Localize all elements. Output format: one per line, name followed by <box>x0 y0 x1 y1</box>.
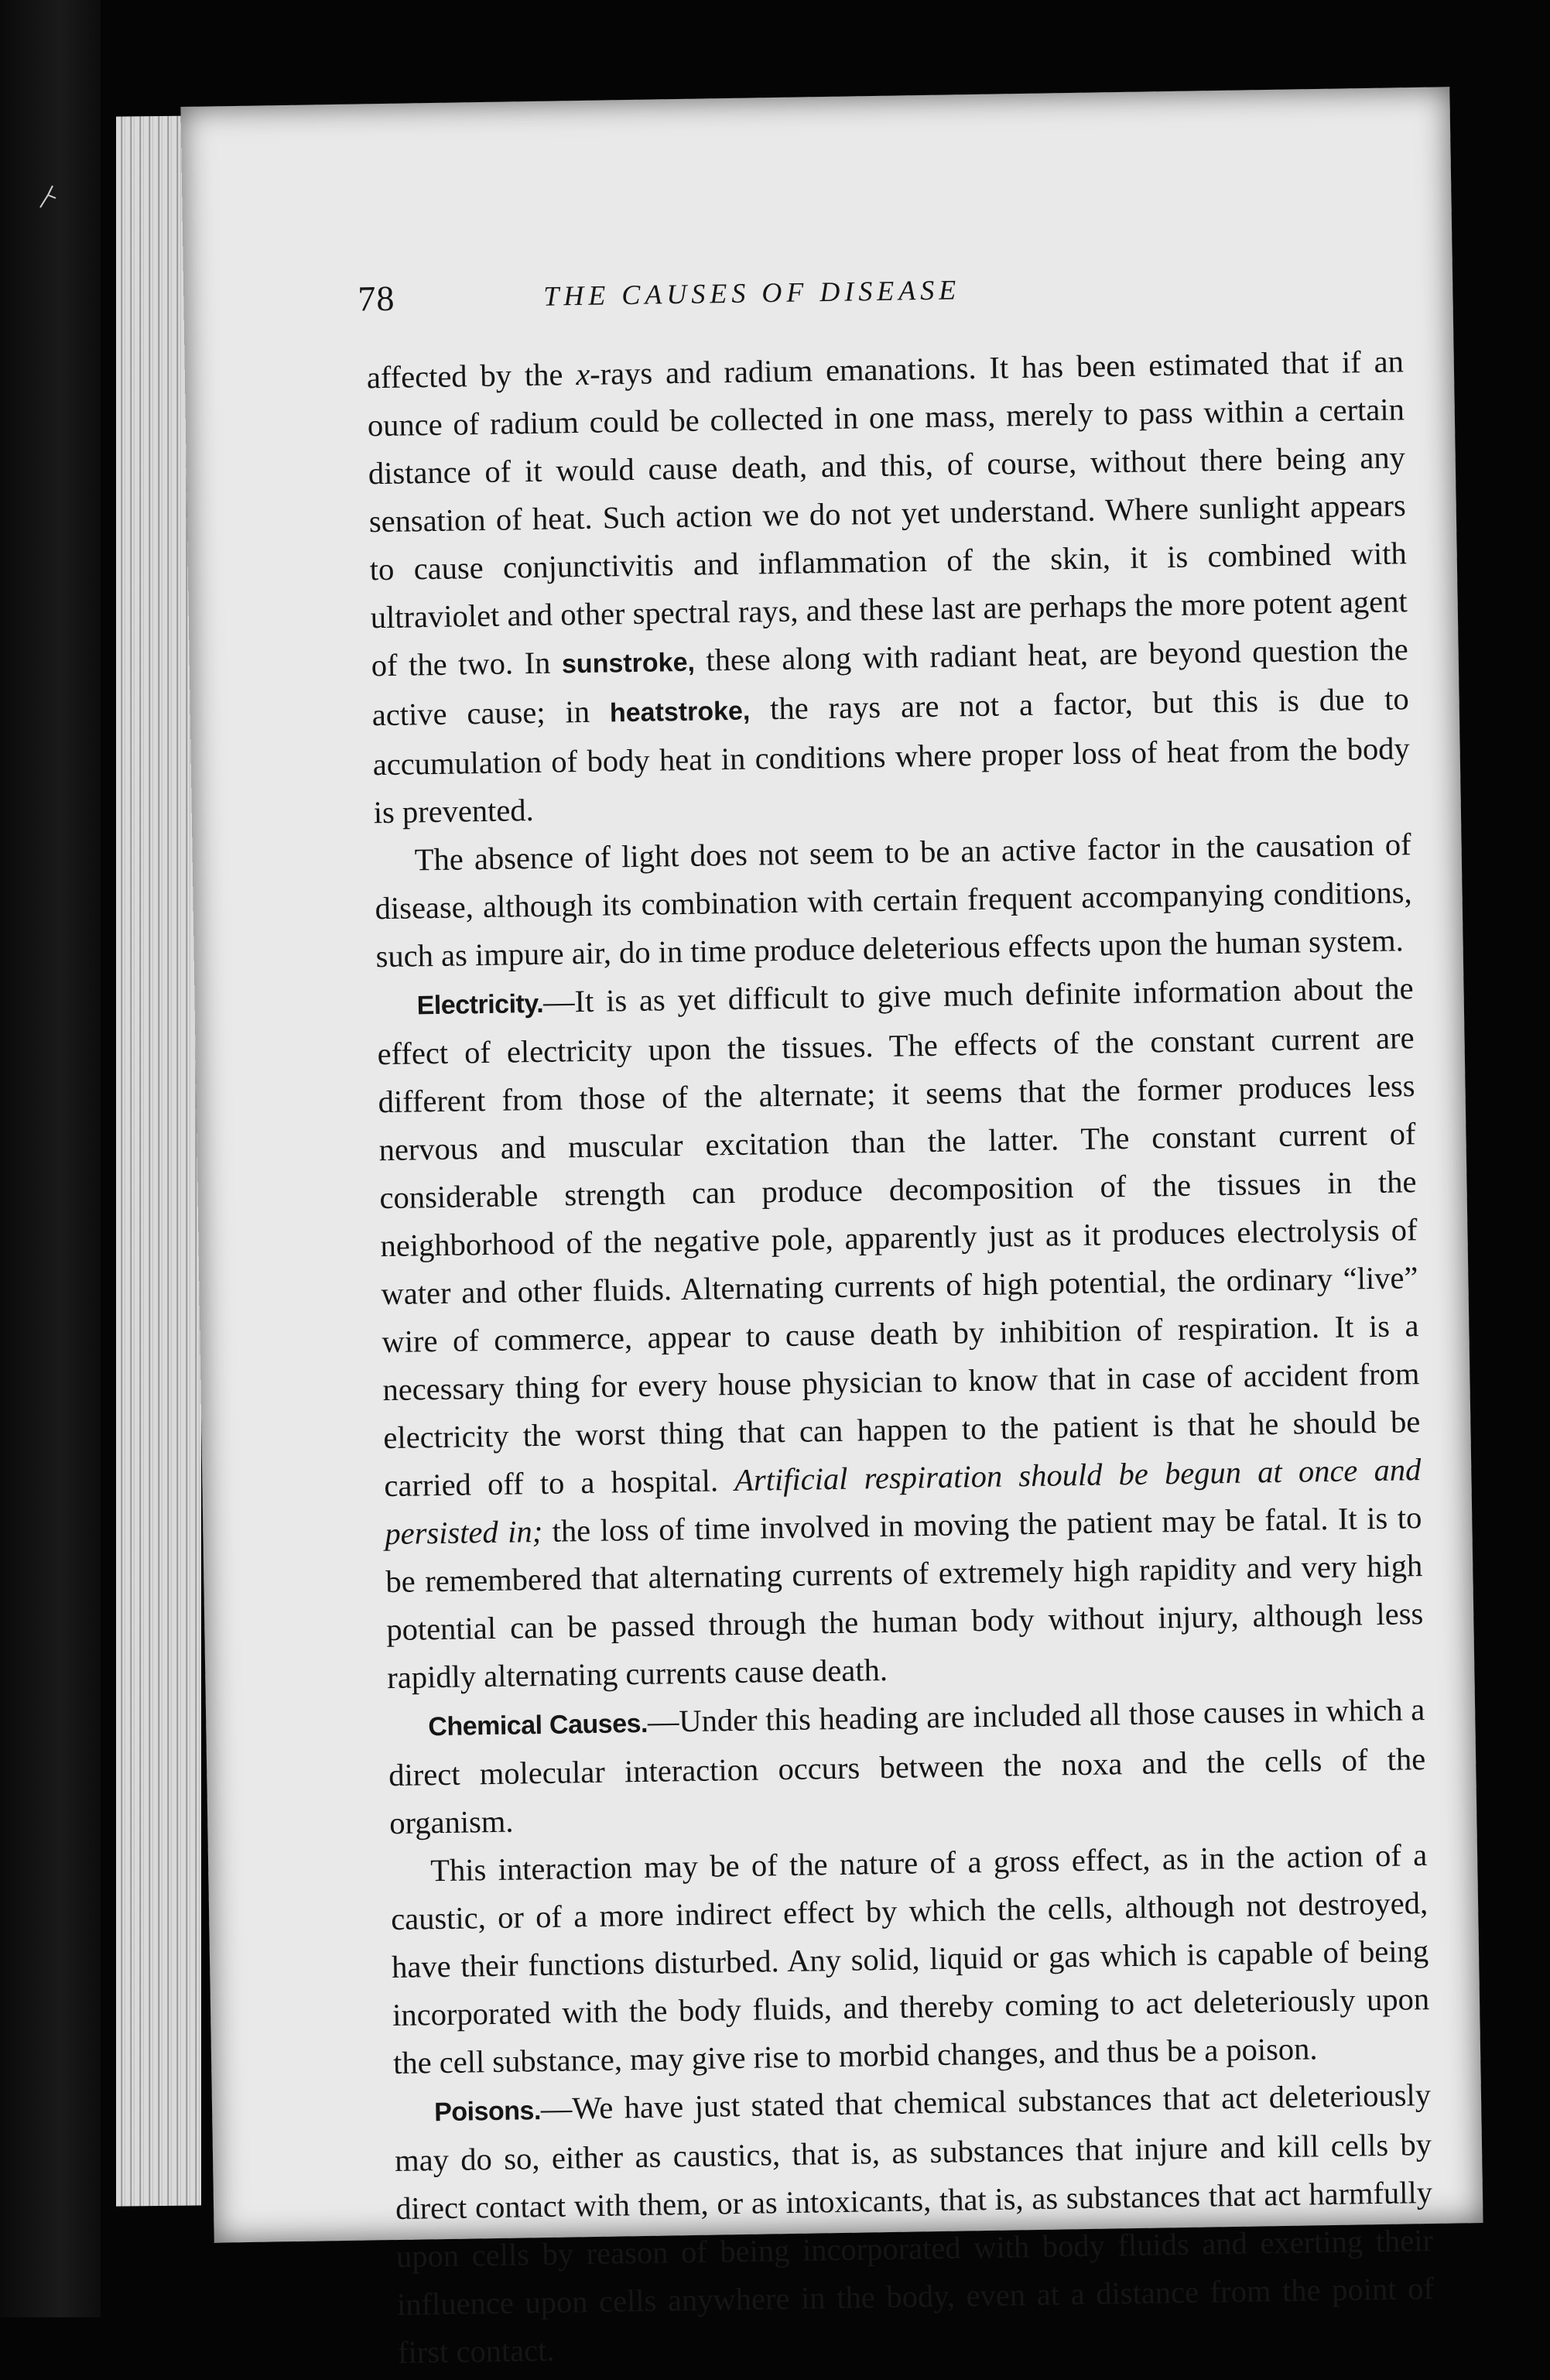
text-run: —We have just stated that chemical substances that act deleteriously may do so, either as caustics, that is, as substances that injure and kill cells by direct contact with them, or as intoxicants, that is, as substances that act harmfully upon cells by reason of being incorporated with body fluids and exerting their influence upon cells anywhere in the body, even at a distance from the point of first contact. <box>394 2077 1435 2370</box>
page-content <box>357 262 1435 2377</box>
term-heatstroke: heatstroke, <box>609 696 751 728</box>
running-head <box>357 262 1403 332</box>
section-heading-chemical-causes: Chemical Causes. <box>428 1708 648 1742</box>
text-run: these along with radiant heat, are beyond question the active cause; in <box>371 632 1408 733</box>
text-run: The absence of light does not seem to be an active factor in the causation of disease, although its combination with certain frequent accompanying conditions, such as impure air, do in time produce deleterious effects upon the human system. <box>375 827 1412 974</box>
paragraph-interaction <box>390 1831 1431 2087</box>
text-run: —Under this heading are included all those causes in which a direct molecular interaction occurs between the noxa and the cells of the organism. <box>388 1692 1426 1841</box>
paragraph-light <box>374 820 1413 981</box>
text-run: the loss of time involved in moving the patient may be fatal. It is to be remembered that alternating currents of extremely high rapidity and very high potential can be passed through the human body without injury, although less rapidly alternating currents cause death. <box>385 1500 1424 1696</box>
paragraph-poisons <box>394 2071 1435 2377</box>
text-run: This interaction may be of the nature of a gross effect, as in the action of a caustic, or of a more indirect effect by which the cells, although not destroyed, have their functions disturbed. Any solid, liquid or gas which is capable of being incorporated with the body fluids, and thereby coming to act deleteriously upon the cell substance, may give rise to morbid changes, and thus be a poison. <box>390 1837 1430 2081</box>
dust-speck <box>37 184 59 211</box>
paragraph-electricity <box>376 964 1424 1702</box>
section-heading-poisons: Poisons. <box>433 2096 542 2128</box>
film-border <box>0 0 101 2317</box>
paragraph-chemical-causes <box>388 1686 1427 1847</box>
section-heading-electricity: Electricity. <box>416 988 544 1021</box>
running-head-title: THE CAUSES OF DISEASE <box>543 274 961 312</box>
italic-letter: x <box>575 356 590 392</box>
text-run: the rays are not a factor, but this is due to accumulation of body heat in conditions where proper loss of heat from the body is prevented. <box>372 681 1410 830</box>
text-run: -rays and radium emanations. It has been estimated that if an ounce of radium could be collected in one mass, merely to pass within a certain distance of it would cause death, and this, of course, without there being any sensation of heat. Such action we do not yet understand. Where sunlight appears to cause conjunctivitis and inflammation of the skin, it is combined with ultraviolet and other spectral rays, and these last are perhaps the more potent agent of the two. In <box>367 344 1408 683</box>
italic-emphasis: Artificial respiration should be begun at once and persisted in; <box>385 1452 1422 1552</box>
page-number: 78 <box>357 278 395 319</box>
term-sunstroke: sunstroke, <box>561 647 696 680</box>
text-run: —It is as yet difficult to give much definite information about the effect of electricity upon the tissues. The effects of the constant current are different from those of the alternate; it seems that the former produces less nervous and muscular excitation than the latter. The constant current of considerable strength can produce decomposition of the tissues in the neighborhood of the negative pole, apparently just as it produces electrolysis of water and other fluids. Alternating currents of high potential, the ordinary “live” wire of commerce, appear to cause death by inhibition of respiration. It is a necessary thing for every house physician to know that in case of accident from electricity the worst thing that can happen to the patient is that he should be carried off to a hospital. <box>377 971 1421 1504</box>
paragraph-radiation <box>366 337 1411 837</box>
text-run: affected by the <box>366 357 577 396</box>
body-text <box>366 337 1435 2377</box>
book-page <box>180 87 1483 2370</box>
